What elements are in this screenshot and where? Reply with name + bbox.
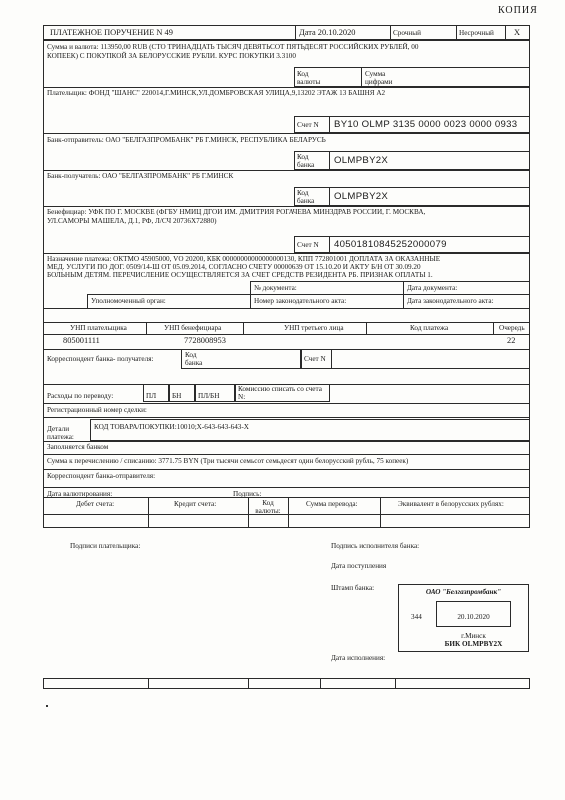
act-no-label: Номер законодательного акта: xyxy=(254,297,347,305)
correspondent-label: Корреспондент банка- получателя: xyxy=(47,355,154,363)
purpose-line-3: БОЛЬНЫМ ДЕТЯМ. ПЕРЕЧИСЛЕНИЕ ОСУЩЕСТВЛЯЕТСЯ ЗА СЧЕТ СРЕДСТВ РЕЗИДЕНТА РБ. ПРИЗНАК ОПЛАТЫ 1. xyxy=(47,271,433,279)
benef-unp-value: 7728008953 xyxy=(184,336,226,345)
copy-mark: КОПИЯ xyxy=(498,5,538,16)
stamp-city: г.Минск xyxy=(461,632,486,640)
amount-line-1: Сумма и валюта: 113950,00 RUB (СТО ТРИНАДЦАТЬ ТЫСЯЧ ДЕВЯТЬСОТ ПЯТЬДЕСЯТ РОССИЙСКИХ РУБЛЕЙ, 00 xyxy=(47,43,419,51)
authority-label: Уполномоченный орган: xyxy=(91,297,166,305)
stamp-bank-name: ОАО "Белгазпромбанк" xyxy=(425,588,502,596)
amount-line-2: КОПЕЕК) С ПОКУПКОЙ ЗА БЕЛОРУССКИЕ РУБЛИ. КУРС ПОКУПКИ 3.3100 xyxy=(47,52,296,60)
details-label: Детали платежа: xyxy=(47,425,74,442)
sender-bank-label: Банк-отправитель: ОАО "БЕЛГАЗПРОМБАНК" РБ Г.МИНСК, РЕСПУБЛИКА БЕЛАРУСЬ xyxy=(47,136,326,144)
bank-stamp-label: Штамп банка: xyxy=(331,584,375,592)
signature-label: Подпись: xyxy=(233,490,262,498)
scan-dot xyxy=(46,705,48,707)
queue-value: 22 xyxy=(507,336,516,345)
expenses-plbn: ПЛ/БН xyxy=(198,392,220,400)
correspondent-account-label: Счет N xyxy=(304,355,326,363)
value-date: Дата валютирования: xyxy=(47,490,113,498)
payer-unp-value: 805001111 xyxy=(63,336,100,345)
beneficiary-account-value: 40501810845252000079 xyxy=(334,239,447,250)
correspondent-code-label: Код банка xyxy=(185,351,203,368)
beneficiary-line-1: Бенефициар: УФК ПО Г. МОСКВЕ (ФГБУ НМИЦ ДГОИ ИМ. ДМИТРИЯ РОГАЧЕВА МИНЗДРАВ РОССИИ, Г. МОСКВА, xyxy=(47,208,426,216)
receipt-date: Дата поступления xyxy=(331,562,387,570)
currency-code-label: Код валюты xyxy=(297,70,321,87)
benef-unp-label: УНП бенефициара xyxy=(164,324,222,332)
doc-no-label: № документа: xyxy=(254,284,297,292)
expenses-bn: БН xyxy=(172,392,182,400)
debit-amount: Сумма к перечислению / списанию: 3771.75 BYN (Три тысячи семьсот семьдесят один белорусский рубль, 75 копеек) xyxy=(47,457,409,465)
stamp-date: 20.10.2020 xyxy=(457,613,490,621)
payer-label: Плательщик: ФОНД "ШАНС" 220014,Г.МИНСК,УЛ.ДОМБРОВСКАЯ УЛИЦА,9,13202 ЭТАЖ 13 БАШНЯ А2 xyxy=(47,89,386,97)
expenses-pl: ПЛ xyxy=(146,392,157,400)
payer-account-label: Счет N xyxy=(297,121,319,129)
doc-date-label: Дата документа: xyxy=(407,284,458,292)
registration-label: Регистрационный номер сделки: xyxy=(47,406,147,414)
sender-bank-code-label: Код банка xyxy=(297,153,315,170)
execution-date: Дата исполнения: xyxy=(331,654,386,662)
sender-corr: Корреспондент банка-отправителя: xyxy=(47,472,156,480)
nonurgent-mark: X xyxy=(514,28,521,37)
amount-digits-label: Сумма цифрами xyxy=(365,70,393,87)
purpose-line-1: Назначение платежа: ОКТМО 45905000, VO 20200, КБК 00000000000000000130, КПП 772801001 ДОПЛАТА ЗА ОКАЗАННЫЕ xyxy=(47,255,441,263)
beneficiary-account-label: Счет N xyxy=(297,241,319,249)
credit-account-header: Кредит счета: xyxy=(174,500,217,508)
act-date-label: Дата законодательного акта: xyxy=(407,297,494,305)
stamp-number: 344 xyxy=(411,613,422,621)
urgent-label: Срочный xyxy=(393,29,421,37)
receiver-bank-code-value: OLMPBY2X xyxy=(334,191,389,202)
receiver-bank-code-label: Код банка xyxy=(297,189,315,206)
stamp-bik: БИК OLMPBY2X xyxy=(444,640,503,648)
payment-code-label: Код платежа xyxy=(410,324,449,332)
payer-signatures: Подписи плательщика: xyxy=(70,542,141,550)
debit-account-header: Дебет счета: xyxy=(76,500,115,508)
payer-account-value: BY10 OLMP 3135 0000 0023 0000 0933 xyxy=(334,119,518,130)
date-label: Дата 20.10.2020 xyxy=(299,28,356,37)
correspondent-account-box xyxy=(301,349,530,369)
byn-equivalent-header: Эквивалент в белорусских рублях: xyxy=(398,500,504,508)
payer-unp-label: УНП плательщика xyxy=(70,324,127,332)
details-value: КОД ТОВАРА/ПОКУПКИ:10010;Х-643-643-643-Х xyxy=(94,423,249,431)
commission-label: Комиссию списать со счета N: xyxy=(238,385,322,402)
queue-label: Очередь xyxy=(499,324,525,332)
currency-code-header: Код валюты: xyxy=(255,499,281,516)
receiver-bank-label: Банк-получатель: ОАО "БЕЛГАЗПРОМБАНК" РБ Г.МИНСК xyxy=(47,172,234,180)
transfer-amount-header: Сумма перевода: xyxy=(306,500,358,508)
document-title: ПЛАТЕЖНОЕ ПОРУЧЕНИЕ N 49 xyxy=(50,28,173,37)
bottom-table xyxy=(43,678,530,689)
executor-signature: Подпись исполнителя банка: xyxy=(331,542,420,550)
date-value: 20.10.2020 xyxy=(317,28,356,37)
beneficiary-line-2: УЛ.САМОРЫ МАШЕЛА, Д.1, РФ, Л/СЧ 20736Х72880) xyxy=(47,217,217,225)
purpose-line-2: МЕД. УСЛУГИ ПО ДОГ. 0509/14-Ш ОТ 05.09.2014, СОГЛАСНО СЧЕТУ 00000639 ОТ 15.10.20 И АКТУ Б/Н ОТ 30.09.20 xyxy=(47,263,421,271)
nonurgent-label: Несрочный xyxy=(459,29,494,37)
expenses-label: Расходы по переводу: xyxy=(47,392,114,400)
sender-bank-code-value: OLMPBY2X xyxy=(334,155,389,166)
filled-by-bank: Заполняется банком xyxy=(47,443,109,451)
third-unp-label: УНП третьего лица xyxy=(284,324,344,332)
